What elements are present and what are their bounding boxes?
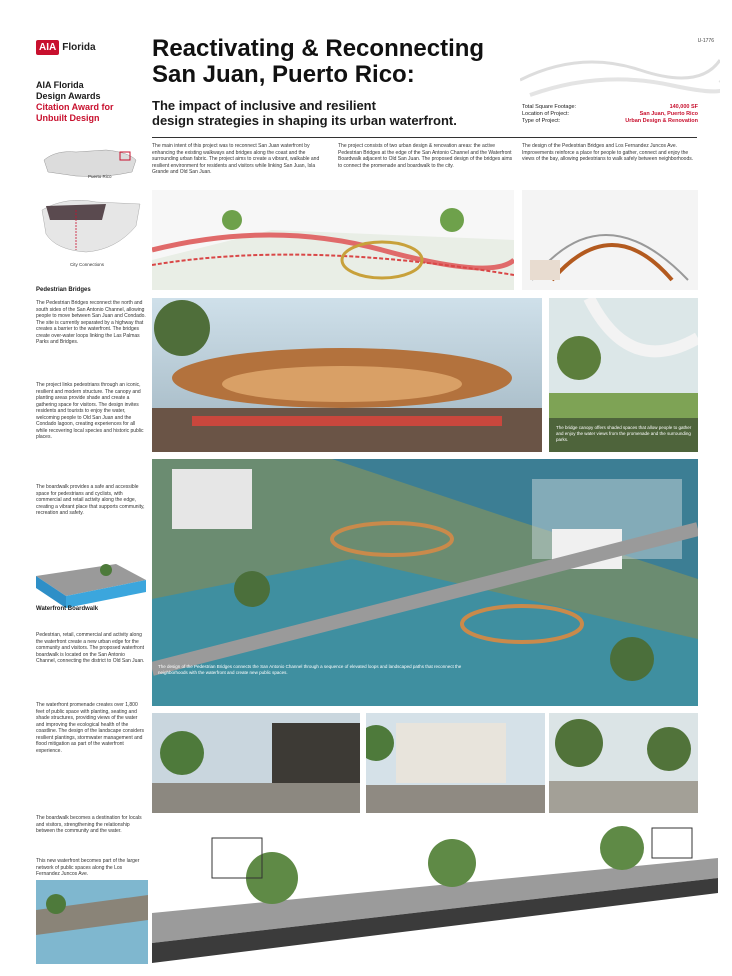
boardwalk-section-render: [152, 818, 718, 963]
page-title: [152, 36, 484, 88]
fact-row: [522, 118, 698, 125]
aia-logo: [36, 40, 96, 55]
bridge-canopy-render: [152, 298, 542, 452]
page-id: U-1776: [697, 38, 714, 44]
fact-label: Total Square Footage:: [522, 104, 577, 110]
fact-label: Type of Project:: [522, 118, 561, 124]
puerto-rico-map: [36, 138, 146, 188]
bridge-diagram: [522, 190, 698, 290]
fact-value: Urban Design & Renovation: [625, 118, 698, 124]
bridges-text-1: The Pedestrian Bridges reconnect the north and south sides of the San Antonio Channel, allowing people to move between San Juan and Condado. The site is currently separated by a highway that creates a barrier to the waterfront. The bridges create over-water loops linking the Las Palmas Parks and Bridges.: [36, 300, 146, 345]
boardwalk-plaza-render: [152, 713, 360, 813]
header-divider: [152, 137, 697, 138]
section-boardwalk-title: [36, 606, 98, 612]
city-connections-map: [36, 190, 146, 260]
award-line-3: Citation Award for: [36, 102, 114, 112]
boardwalk-section-thumbnail: [36, 556, 146, 608]
intro-column-3: The design of the Pedestrian Bridges and Los Fernandez Juncos Ave. Improvements reinforce a place for people to gather, connect and enjoy the views of the bay, allowing pedestrians to walk safely between neighborhoods.: [522, 143, 694, 163]
award-line-2: Design Awards: [36, 91, 101, 101]
fact-value: San Juan, Puerto Rico: [639, 111, 698, 117]
park-render-caption: The bridge canopy offers shaded spaces that allow people to gather and enjoy the water views from the promenade and the surrounding parks.: [556, 425, 692, 442]
retail-street-render: [366, 713, 545, 813]
boardwalk-text-1: Pedestrian, retail, commercial and activity along the waterfront create a new urban edge for the community and visitors. The proposed waterfront boardwalk is located on the San Antonio Channel, connecting the district to Old San Juan.: [36, 632, 145, 664]
map-caption-city: City Connections: [70, 262, 105, 267]
fact-label: Location of Project:: [522, 111, 570, 117]
boardwalk-text-4: This new waterfront becomes part of the larger network of public spaces along the Los Fernandez Juncos Ave.: [36, 858, 140, 877]
boardwalk-text-3: The boardwalk becomes a destination for locals and visitors, strengthening the relationship between the community and the water.: [36, 815, 142, 834]
title-line-2: San Juan, Puerto Rico:: [152, 61, 415, 88]
aia-badge: AIA: [36, 40, 59, 55]
subtitle-line-1: The impact of inclusive and resilient: [152, 98, 376, 113]
title-line-1: Reactivating & Reconnecting: [152, 35, 485, 62]
award-line-4: Unbuilt Design: [36, 113, 100, 123]
subtitle-line-2: design strategies in shaping its urban waterfront.: [152, 113, 457, 128]
map-caption-pr: Puerto Rico: [88, 174, 112, 179]
fact-value: 140,000 SF: [669, 104, 698, 110]
florida-label: Florida: [62, 42, 96, 53]
boardwalk-title-text: Waterfront Boardwalk: [36, 606, 99, 612]
promenade-render: [549, 713, 698, 813]
award-block: [36, 80, 114, 124]
boardwalk-edge-render: [36, 880, 148, 964]
fact-row: [522, 111, 698, 118]
project-facts: [522, 104, 698, 125]
bridges-text-2: The project links pedestrians through an iconic, resilient and modern structure. The canopy and planting areas provide shade and create a gathering space for visitors. The design invites residents and tourists to enjoy the water, welcoming people to Old San Juan and the Condado lagoon, creating experiences for all while recovering local species and historic public places.: [36, 382, 144, 440]
boardwalk-text-2: The waterfront promenade creates over 1,800 feet of public space with planting, seating and shade structures, providing views of the water and improving the ecological health of the coastline. The design of the landscape considers resilient plantings, stormwater management and flood mitigation as part of the waterfront experience.: [36, 702, 145, 754]
site-diagram-axonometric: [152, 190, 514, 290]
intro-column-2: The project consists of two urban design & renovation areas: the active Pedestrian Bridges at the edge of the San Antonio Channel and the Waterfront Boardwalk adjacent to Old San Juan. The proposed design of the bridges aims to connect the promenade and boardwalk to the city.: [338, 143, 513, 169]
fact-row: [522, 104, 698, 111]
section-bridges-title: Pedestrian Bridges: [36, 287, 91, 293]
award-line-1: AIA Florida: [36, 80, 84, 90]
aerial-caption: The design of the Pedestrian Bridges connects the San Antonio Channel through a sequence of elevated loops and landscaped paths that reconnect the neighborhoods with the waterfront and create new public spaces.: [158, 664, 462, 675]
intro-column-1: The main intent of this project was to reconnect San Juan waterfront by enhancing the existing walkways and bridges along the coast and the surrounding urban fabric. The project aims to create a vibrant, walkable and resilient environment for residents and visitors while linking San Juan, Isla Grande and Old San Juan.: [152, 143, 320, 176]
bridges-text-3: The boardwalk provides a safe and accessible space for pedestrians and cyclists, with commercial and retail activity along the edge, creating a vibrant place that supports community, recreation and safety.: [36, 484, 145, 516]
page-subtitle: [152, 98, 457, 128]
sketch-decoration: [520, 40, 720, 100]
